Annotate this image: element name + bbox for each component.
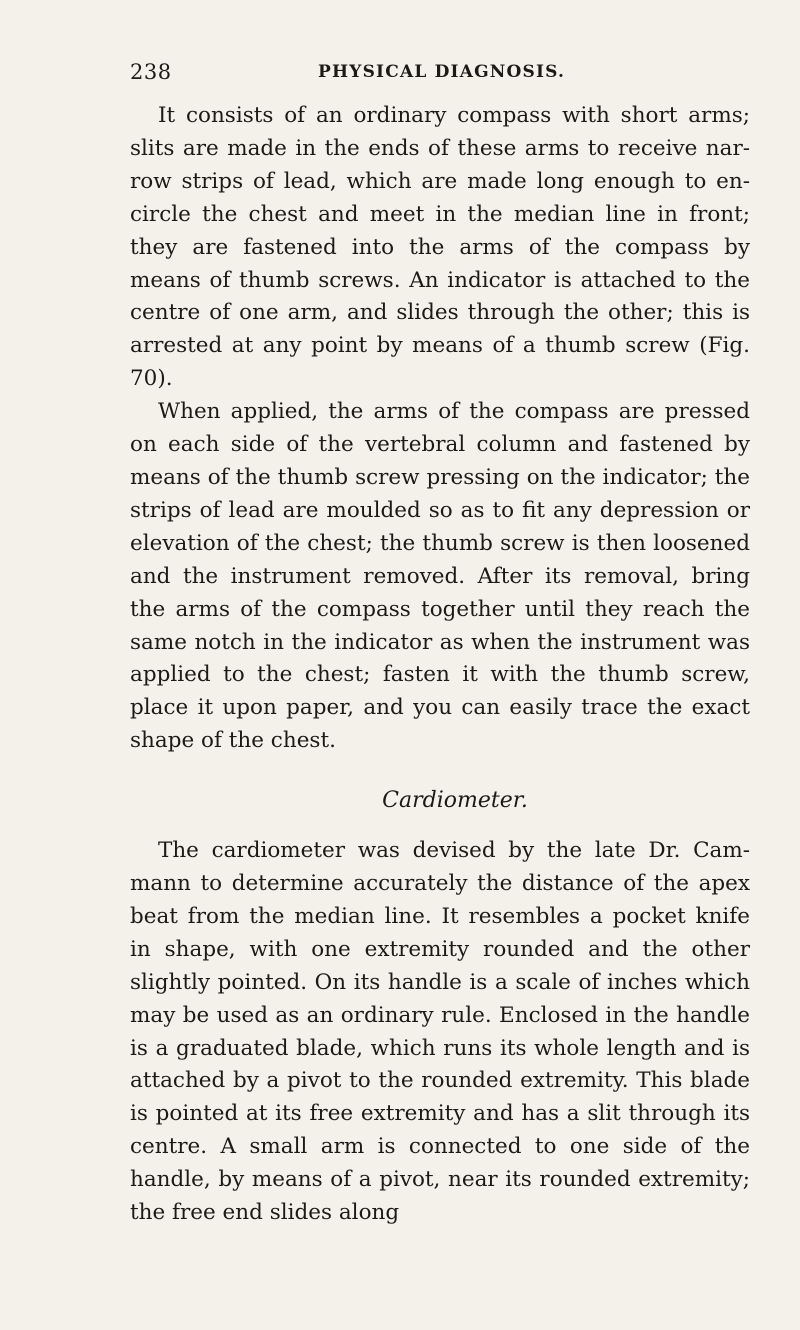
section-heading-cardiometer: Cardiometer. xyxy=(382,788,528,814)
paragraph-cardiometer: The cardiometer was devised by the late Dr. Cammann to determine accurately the distance of the apex beat from the median line. It resembles a pocket knife in shape, with one extremity rounded and the other slightly pointed. On its handle is a scale of inches which may be used as an ordinary rule. Enclosed in the handle is a graduated blade, which runs its whole length and is attached by a pivot to the rounded extremity. This blade is pointed at its free extremity and has a slit through its centre. A small arm is connected to one side of the handle, by means of a pivot, near its rounded extremity; the free end slides along xyxy=(130,838,750,1226)
running-title: PHYSICAL DIAGNOSIS. xyxy=(318,62,566,82)
page-header xyxy=(130,60,750,90)
body-text xyxy=(130,100,750,1230)
paragraph-compass-usage: When applied, the arms of the compass are pressed on each side of the vertebral column and fastened by means of the thumb screw pressing on the indicator; the strips of lead are moulded so as to fit any depression or elevation of the chest; the thumb screw is then loosened and the instrument removed. After its removal, bring the arms of the compass together until they reach the same notch in the indicator as when the instrument was applied to the chest; fasten it with the thumb screw, place it upon paper, and you can easily trace the exact shape of the chest. xyxy=(130,399,750,754)
paragraph-compass-description: It consists of an ordinary compass with short arms; slits are made in the ends of these arms to receive narrow strips of lead, which are made long enough to encircle the chest and meet in the median line in front; they are fastened into the arms of the compass by means of thumb screws. An indicator is attached to the centre of one arm, and slides through the other; this is arrested at any point by means of a thumb screw (Fig. 70). xyxy=(130,103,750,392)
page-number: 238 xyxy=(130,60,172,84)
